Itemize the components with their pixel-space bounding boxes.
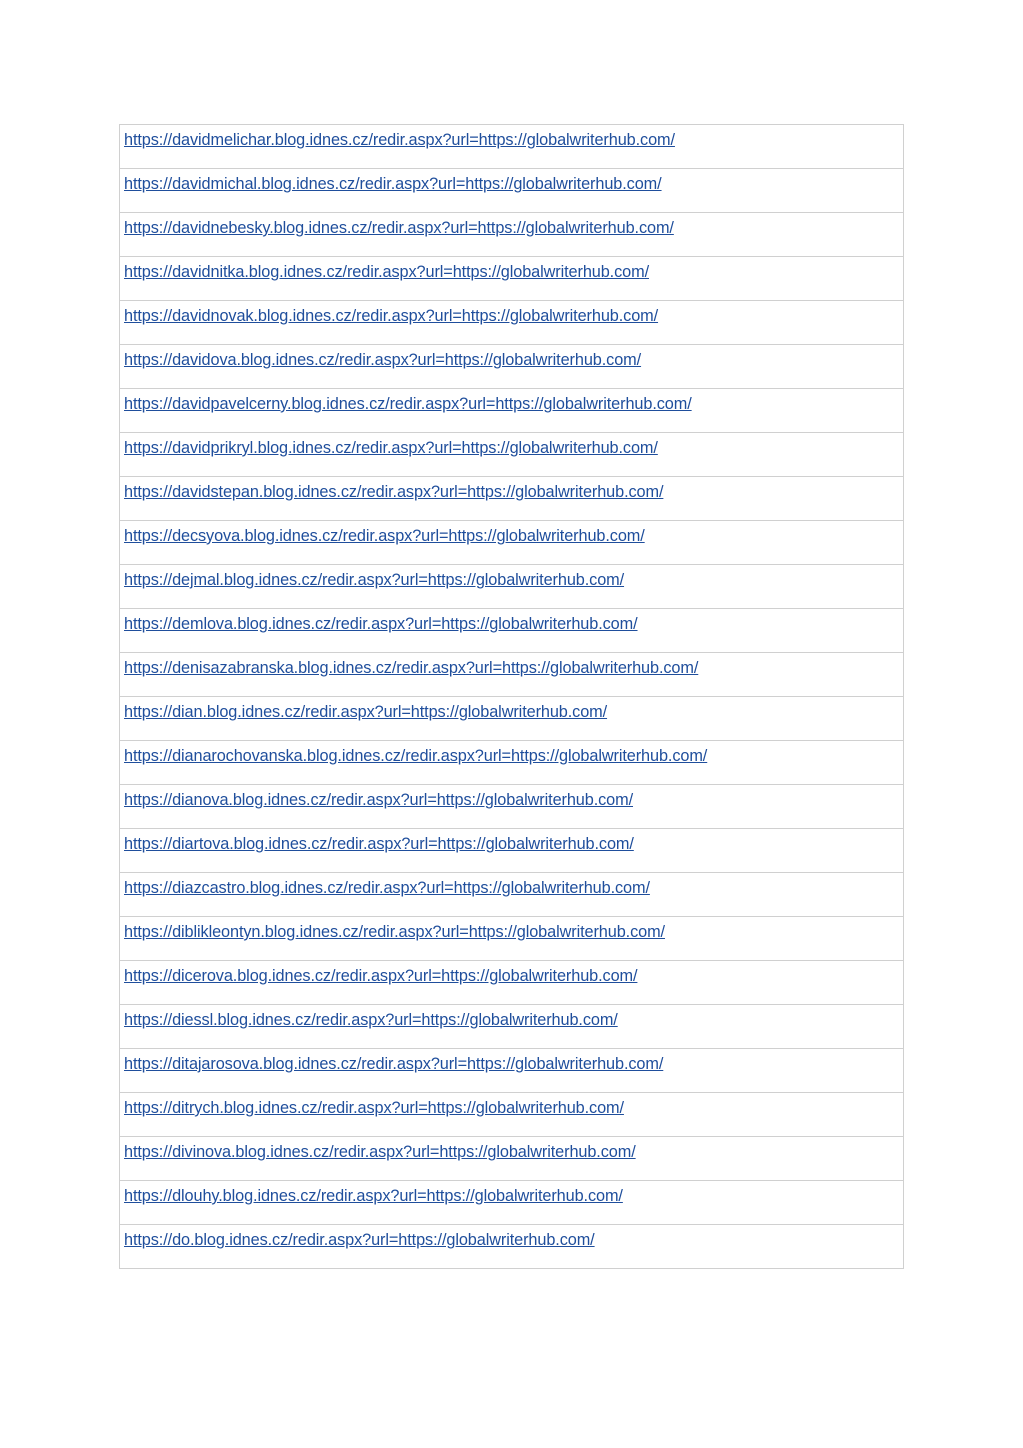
url-link[interactable]: https://diazcastro.blog.idnes.cz/redir.aspx?url=https://globalwriterhub.com/ (124, 879, 650, 897)
table-cell (120, 1181, 904, 1225)
url-link[interactable]: https://davidnitka.blog.idnes.cz/redir.aspx?url=https://globalwriterhub.com/ (124, 263, 649, 281)
table-row (120, 741, 904, 785)
url-link[interactable]: https://davidmichal.blog.idnes.cz/redir.aspx?url=https://globalwriterhub.com/ (124, 175, 662, 193)
table-row (120, 521, 904, 565)
table-cell (120, 477, 904, 521)
table-cell (120, 697, 904, 741)
link-table-body (120, 125, 904, 1269)
table-row (120, 1137, 904, 1181)
url-link[interactable]: https://divinova.blog.idnes.cz/redir.aspx?url=https://globalwriterhub.com/ (124, 1143, 636, 1161)
table-row (120, 125, 904, 169)
url-link[interactable]: https://demlova.blog.idnes.cz/redir.aspx?url=https://globalwriterhub.com/ (124, 615, 638, 633)
url-link[interactable]: https://davidnebesky.blog.idnes.cz/redir.aspx?url=https://globalwriterhub.com/ (124, 219, 674, 237)
table-cell (120, 873, 904, 917)
table-row (120, 697, 904, 741)
url-link[interactable]: https://dicerova.blog.idnes.cz/redir.aspx?url=https://globalwriterhub.com/ (124, 967, 638, 985)
table-row (120, 433, 904, 477)
table-cell (120, 1049, 904, 1093)
url-link[interactable]: https://davidpavelcerny.blog.idnes.cz/redir.aspx?url=https://globalwriterhub.com/ (124, 395, 692, 413)
table-cell (120, 653, 904, 697)
url-link[interactable]: https://dianarochovanska.blog.idnes.cz/redir.aspx?url=https://globalwriterhub.com/ (124, 747, 708, 765)
url-link[interactable]: https://davidstepan.blog.idnes.cz/redir.aspx?url=https://globalwriterhub.com/ (124, 483, 664, 501)
table-cell (120, 829, 904, 873)
url-link[interactable]: https://diblikleontyn.blog.idnes.cz/redir.aspx?url=https://globalwriterhub.com/ (124, 923, 665, 941)
table-cell (120, 1093, 904, 1137)
table-row (120, 653, 904, 697)
table-cell (120, 1005, 904, 1049)
url-link[interactable]: https://do.blog.idnes.cz/redir.aspx?url=https://globalwriterhub.com/ (124, 1231, 595, 1249)
table-row (120, 1049, 904, 1093)
table-cell (120, 1225, 904, 1269)
url-link[interactable]: https://diessl.blog.idnes.cz/redir.aspx?url=https://globalwriterhub.com/ (124, 1011, 618, 1029)
table-row (120, 565, 904, 609)
table-row (120, 873, 904, 917)
table-cell (120, 565, 904, 609)
url-link[interactable]: https://davidnovak.blog.idnes.cz/redir.aspx?url=https://globalwriterhub.com/ (124, 307, 659, 325)
table-row (120, 917, 904, 961)
url-link[interactable]: https://ditrych.blog.idnes.cz/redir.aspx?url=https://globalwriterhub.com/ (124, 1099, 624, 1117)
table-row (120, 961, 904, 1005)
table-cell (120, 257, 904, 301)
table-row (120, 609, 904, 653)
table-row (120, 213, 904, 257)
table-row (120, 477, 904, 521)
url-link[interactable]: https://dian.blog.idnes.cz/redir.aspx?url=https://globalwriterhub.com/ (124, 703, 608, 721)
link-table (119, 124, 904, 1269)
table-row (120, 785, 904, 829)
table-cell (120, 345, 904, 389)
table-row (120, 1225, 904, 1269)
table-row (120, 1093, 904, 1137)
table-row (120, 257, 904, 301)
table-cell (120, 917, 904, 961)
table-row (120, 389, 904, 433)
url-link[interactable]: https://davidova.blog.idnes.cz/redir.aspx?url=https://globalwriterhub.com/ (124, 351, 642, 369)
url-link[interactable]: https://dlouhy.blog.idnes.cz/redir.aspx?url=https://globalwriterhub.com/ (124, 1187, 623, 1205)
table-row (120, 169, 904, 213)
url-link[interactable]: https://dejmal.blog.idnes.cz/redir.aspx?url=https://globalwriterhub.com/ (124, 571, 625, 589)
table-cell (120, 961, 904, 1005)
url-link[interactable]: https://davidmelichar.blog.idnes.cz/redir.aspx?url=https://globalwriterhub.com/ (124, 131, 675, 149)
table-row (120, 345, 904, 389)
table-cell (120, 433, 904, 477)
table-cell (120, 389, 904, 433)
table-cell (120, 169, 904, 213)
table-cell (120, 521, 904, 565)
table-row (120, 829, 904, 873)
table-cell (120, 213, 904, 257)
table-cell (120, 741, 904, 785)
table-cell (120, 125, 904, 169)
table-row (120, 301, 904, 345)
table-cell (120, 609, 904, 653)
table-row (120, 1181, 904, 1225)
url-link[interactable]: https://denisazabranska.blog.idnes.cz/redir.aspx?url=https://globalwriterhub.com/ (124, 659, 699, 677)
table-cell (120, 301, 904, 345)
table-cell (120, 785, 904, 829)
url-link[interactable]: https://dianova.blog.idnes.cz/redir.aspx?url=https://globalwriterhub.com/ (124, 791, 634, 809)
url-link[interactable]: https://decsyova.blog.idnes.cz/redir.aspx?url=https://globalwriterhub.com/ (124, 527, 645, 545)
table-row (120, 1005, 904, 1049)
table-cell (120, 1137, 904, 1181)
url-link[interactable]: https://diartova.blog.idnes.cz/redir.aspx?url=https://globalwriterhub.com/ (124, 835, 634, 853)
url-link[interactable]: https://ditajarosova.blog.idnes.cz/redir.aspx?url=https://globalwriterhub.com/ (124, 1055, 664, 1073)
url-link[interactable]: https://davidprikryl.blog.idnes.cz/redir.aspx?url=https://globalwriterhub.com/ (124, 439, 658, 457)
